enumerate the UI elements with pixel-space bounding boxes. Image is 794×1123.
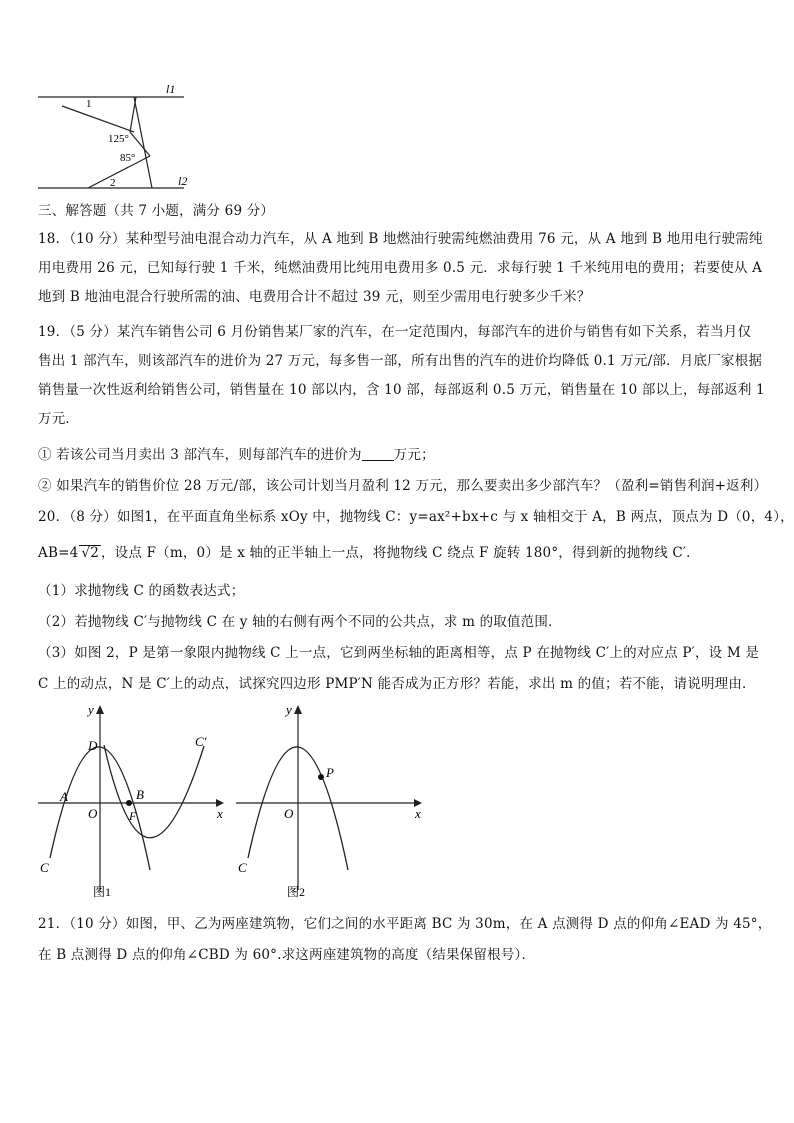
point-f xyxy=(126,800,132,806)
q18-line-3: 地到 B 地油电混合行驶所需的油、电费用合计不超过 39 元，则至少需用电行驶多少千米？ xyxy=(38,289,591,305)
fig1-label-a: A xyxy=(60,789,68,804)
fig1-label-y: y xyxy=(88,702,94,717)
transversal-5 xyxy=(59,97,130,132)
label-angle-1: 1 xyxy=(86,98,92,110)
q20-line-2 xyxy=(38,543,760,563)
fig2-label-c: C xyxy=(238,860,247,875)
label-angle-85: 85° xyxy=(120,152,136,164)
fig2-caption: 图2 xyxy=(287,885,306,899)
sqrt-value: 2 xyxy=(90,545,99,561)
q20-ab-text: AB=4 xyxy=(38,545,79,561)
transversal-upper-top xyxy=(62,97,134,132)
q18-line-2: 用电费用 26 元，已知每行驶 1 千米，纯燃油费用比纯用电费用多 0.5 元．求每行驶 1 千米纯用电的费用；若要使从 A xyxy=(38,260,763,276)
label-l1: l1 xyxy=(166,82,176,96)
q19-line-1: 19．（5 分）某汽车销售公司 6 月份销售某厂家的汽车，在一定范围内，每部汽车的进价与销售有如下关系，若当月仅 xyxy=(38,324,752,340)
q18-line-1: 18．（10 分）某种型号油电混合动力汽车，从 A 地到 B 地燃油行驶需纯燃油费用 76 元，从 A 地到 B 地用电行驶需纯 xyxy=(38,231,763,247)
q19-line-2: 售出 1 部汽车，则该部汽车的进价为 27 万元，每多售一部，所有出售的汽车的进价均降低 0.1 万元/部．月底厂家根据 xyxy=(38,353,763,369)
parabola-c-prime xyxy=(104,745,204,838)
fig1-label-b: B xyxy=(136,787,144,802)
fig2-label-x: x xyxy=(415,806,421,821)
answer-blank xyxy=(362,447,394,461)
q20-line-2-rest: ，设点 F（m，0）是 x 轴的正半轴上一点，将抛物线 C 绕点 F 旋转 180°，得到新的抛物线 C′． xyxy=(100,545,700,561)
fig1-label-x: x xyxy=(217,806,223,821)
sqrt-symbol: √2 xyxy=(81,545,99,561)
fig1-label-c: C xyxy=(40,860,49,875)
angle-arc-1 xyxy=(72,97,74,110)
q20-part-3-line-1: （3）如图 2，P 是第一象限内抛物线 C 上一点，它到两坐标轴的距离相等，点 P 在抛物线 C′上的对应点 P′，设 M 是 xyxy=(38,645,760,661)
q20-line-1: 20．（8 分）如图1，在平面直角坐标系 xOy 中，抛物线 C：y=ax²+bx+c 与 x 轴相交于 A，B 两点，顶点为 D（0，4）， xyxy=(38,509,794,525)
q20-part-2: （2）若抛物线 C′与抛物线 C 在 y 轴的右侧有两个不同的公共点，求 m 的取值范围． xyxy=(38,614,562,630)
fig2-y-arrow xyxy=(294,705,302,714)
figure-1 xyxy=(30,700,230,900)
transversal-4 xyxy=(88,156,150,188)
q19-line-3: 销售量一次性返利给销售公司，销售量在 10 部以内，含 10 部，每部返利 0.5 万元，销售量在 10 部以上，每部返利 1 xyxy=(38,382,765,398)
parallel-lines-figure xyxy=(34,80,204,195)
fig2-label-y: y xyxy=(286,702,292,717)
label-angle-125: 125° xyxy=(108,133,129,145)
q21-line-1: 21．（10 分）如图，甲、乙为两座建筑物，它们之间的水平距离 BC 为 30m，在 A 点测得 D 点的仰角∠EAD 为 45°， xyxy=(38,916,772,932)
q19-sub-1 xyxy=(38,445,760,465)
label-angle-2: 2 xyxy=(110,177,116,189)
q20-part-3-line-2: C 上的动点，N 是 C′上的动点，试探究四边形 PMP′N 能否成为正方形？若能，求出 m 的值；若不能，请说明理由． xyxy=(38,676,756,692)
q20-part-1: （1）求抛物线 C 的函数表达式； xyxy=(38,583,245,599)
transversal-upper xyxy=(62,106,134,132)
q19-sub-1-unit: 万元； xyxy=(393,447,435,463)
section-heading: 三、解答题（共 7 小题，满分 69 分） xyxy=(38,203,275,219)
q19-sub-1-text: ① 若该公司当月卖出 3 部汽车，则每部汽车的进价为 xyxy=(38,447,362,463)
transversal-2 xyxy=(130,97,136,132)
fig1-label-d: D xyxy=(88,738,98,753)
fig2-label-p: P xyxy=(326,765,334,780)
transversal-1 xyxy=(134,97,152,188)
label-l2: l2 xyxy=(178,174,188,188)
fig2-label-o: O xyxy=(284,806,294,821)
fig1-label-c-prime: C′ xyxy=(195,734,207,749)
figure-2 xyxy=(228,700,428,900)
point-p xyxy=(318,774,324,780)
q21-line-2: 在 B 点测得 D 点的仰角∠CBD 为 60°.求这两座建筑物的高度（结果保留根号）． xyxy=(38,947,536,963)
fig1-y-arrow xyxy=(96,705,104,714)
q19-sub-2: ② 如果汽车的销售价位 28 万元/部，该公司计划当月盈利 12 万元，那么要卖出多少部汽车？（盈利=销售利润+返利） xyxy=(38,478,768,494)
fig1-label-o: O xyxy=(88,806,98,821)
fig1-label-f: F xyxy=(129,809,137,823)
q19-line-4: 万元． xyxy=(38,411,80,427)
fig1-caption: 图1 xyxy=(93,885,112,899)
